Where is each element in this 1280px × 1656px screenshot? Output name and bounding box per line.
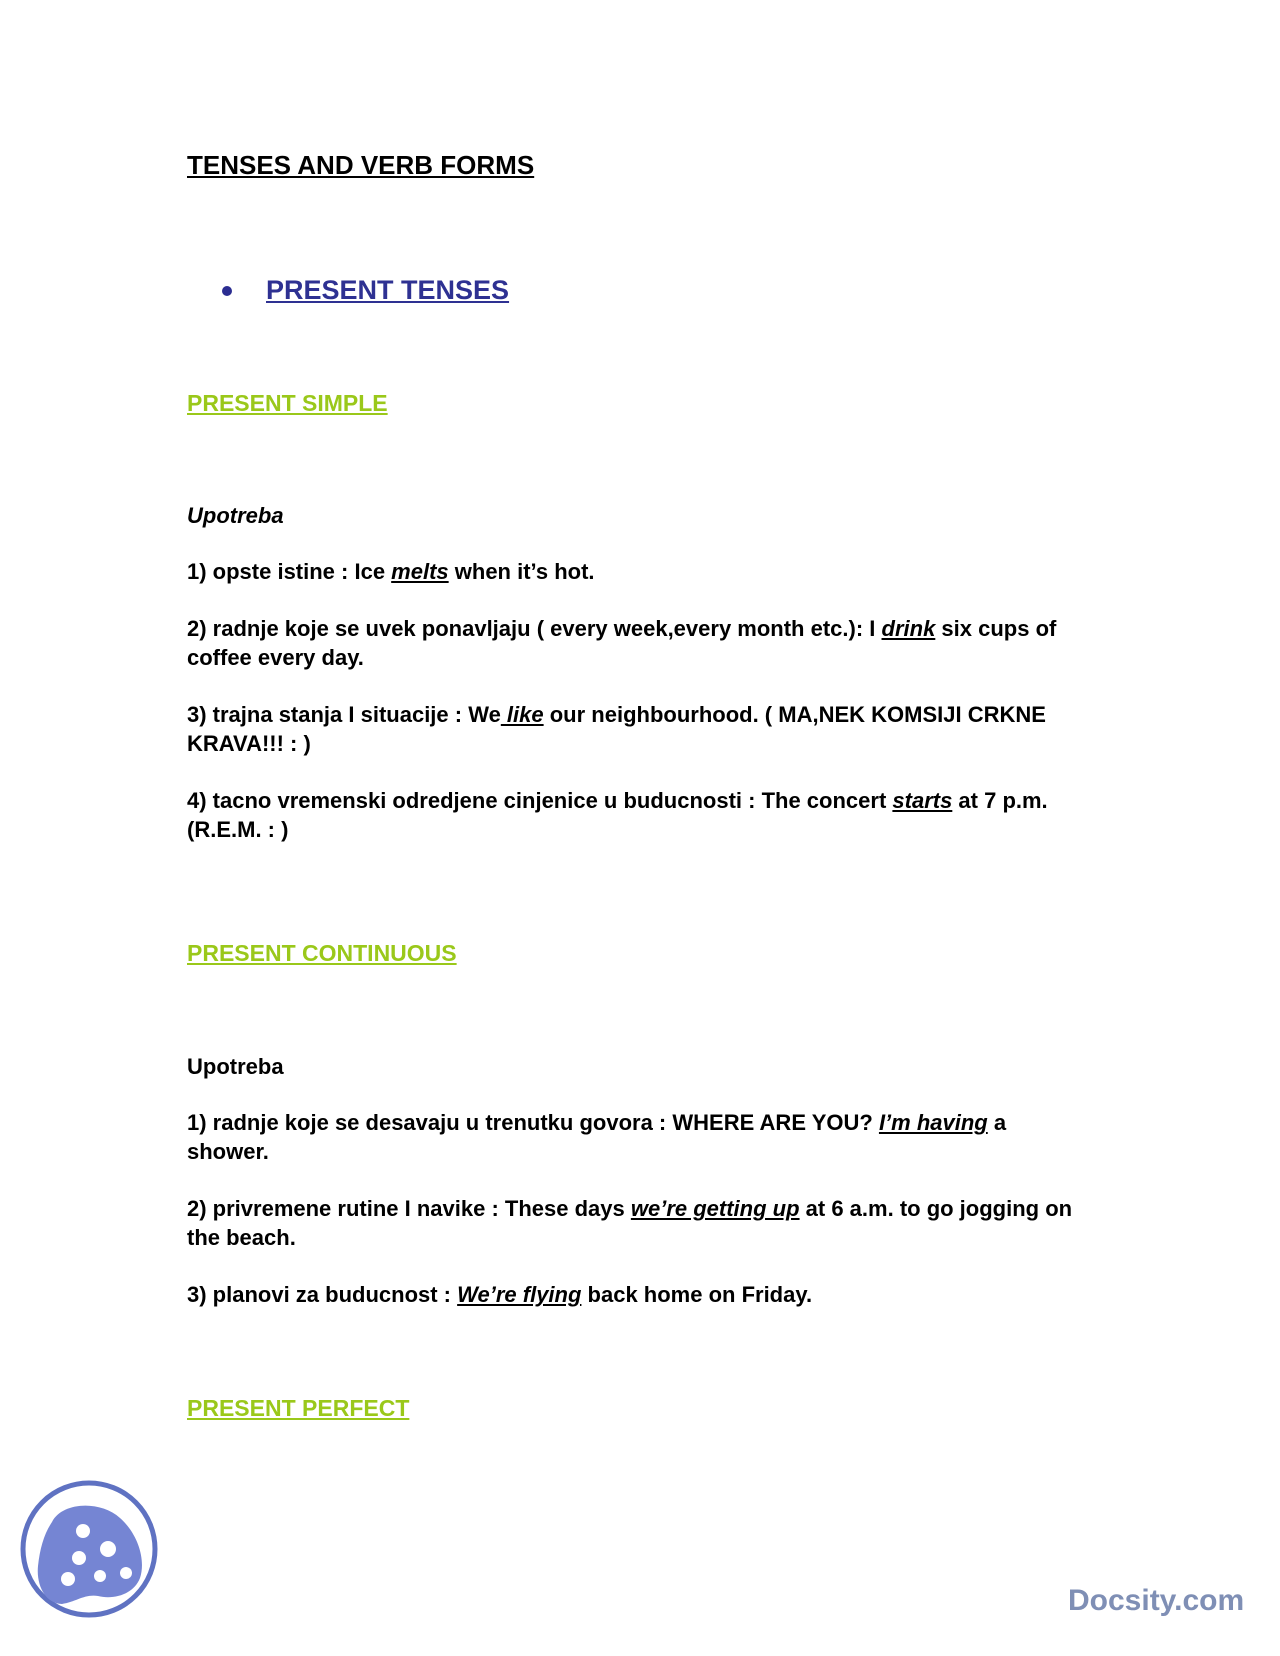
present-continuous-item <box>187 1280 1087 1309</box>
item-verb: drink <box>881 616 936 641</box>
item-verb: We’re flying <box>457 1282 582 1307</box>
present-continuous-heading: PRESENT CONTINUOUS <box>187 940 457 966</box>
item-text: our neighbourhood. ( MA,NEK KOMSIJI CRKNE KRAVA!!! : ) <box>187 702 1046 756</box>
present-simple-item <box>187 614 1087 672</box>
item-text: at 6 a.m. to go jogging on the beach. <box>187 1196 1073 1250</box>
present-simple-item <box>187 557 1087 586</box>
present-simple-item <box>187 700 1087 758</box>
item-verb: like <box>500 702 544 727</box>
item-verb: we’re getting up <box>630 1196 800 1221</box>
present-continuous-item <box>187 1194 1087 1252</box>
bullet-label: PRESENT TENSES <box>266 275 510 305</box>
item-text: back home on Friday. <box>581 1282 813 1307</box>
present-perfect-heading: PRESENT PERFECT <box>187 1395 410 1421</box>
item-text: 3) trajna stanja I situacije : We <box>187 702 501 727</box>
item-text: 4) tacno vremenski odredjene cinjenice u buducnosti : The concert <box>187 788 893 813</box>
bullet-present-tenses <box>222 275 509 306</box>
item-text: when it’s hot. <box>448 559 595 584</box>
item-text: at 7 p.m. (R.E.M. : ) <box>187 788 1048 842</box>
present-continuous-usage-label: Upotreba <box>187 1054 284 1079</box>
item-text: 2) radnje koje se uvek ponavljaju ( every week,every month etc.): I <box>187 616 882 641</box>
present-simple-usage-label: Upotreba <box>187 503 284 528</box>
item-text: a shower. <box>187 1110 1007 1164</box>
page-title: TENSES AND VERB FORMS <box>187 150 535 180</box>
bullet-icon <box>222 286 232 296</box>
item-text: 1) radnje koje se desavaju u trenutku govora : WHERE ARE YOU? <box>187 1110 879 1135</box>
item-verb: I’m having <box>878 1110 988 1135</box>
item-text: 2) privremene rutine I navike : These days <box>187 1196 631 1221</box>
item-text: 3) planovi za buducnost : <box>187 1282 458 1307</box>
present-simple-heading: PRESENT SIMPLE <box>187 390 388 416</box>
present-simple-item <box>187 786 1087 844</box>
item-verb: starts <box>892 788 953 813</box>
item-text: 1) opste istine : Ice <box>187 559 392 584</box>
present-continuous-item <box>187 1108 1087 1166</box>
item-text: six cups of coffee every day. <box>187 616 1057 670</box>
docsity-brand-text: Docsity.com <box>1068 1584 1245 1617</box>
item-verb: melts <box>391 559 449 584</box>
docsity-logo-icon <box>18 1478 160 1620</box>
